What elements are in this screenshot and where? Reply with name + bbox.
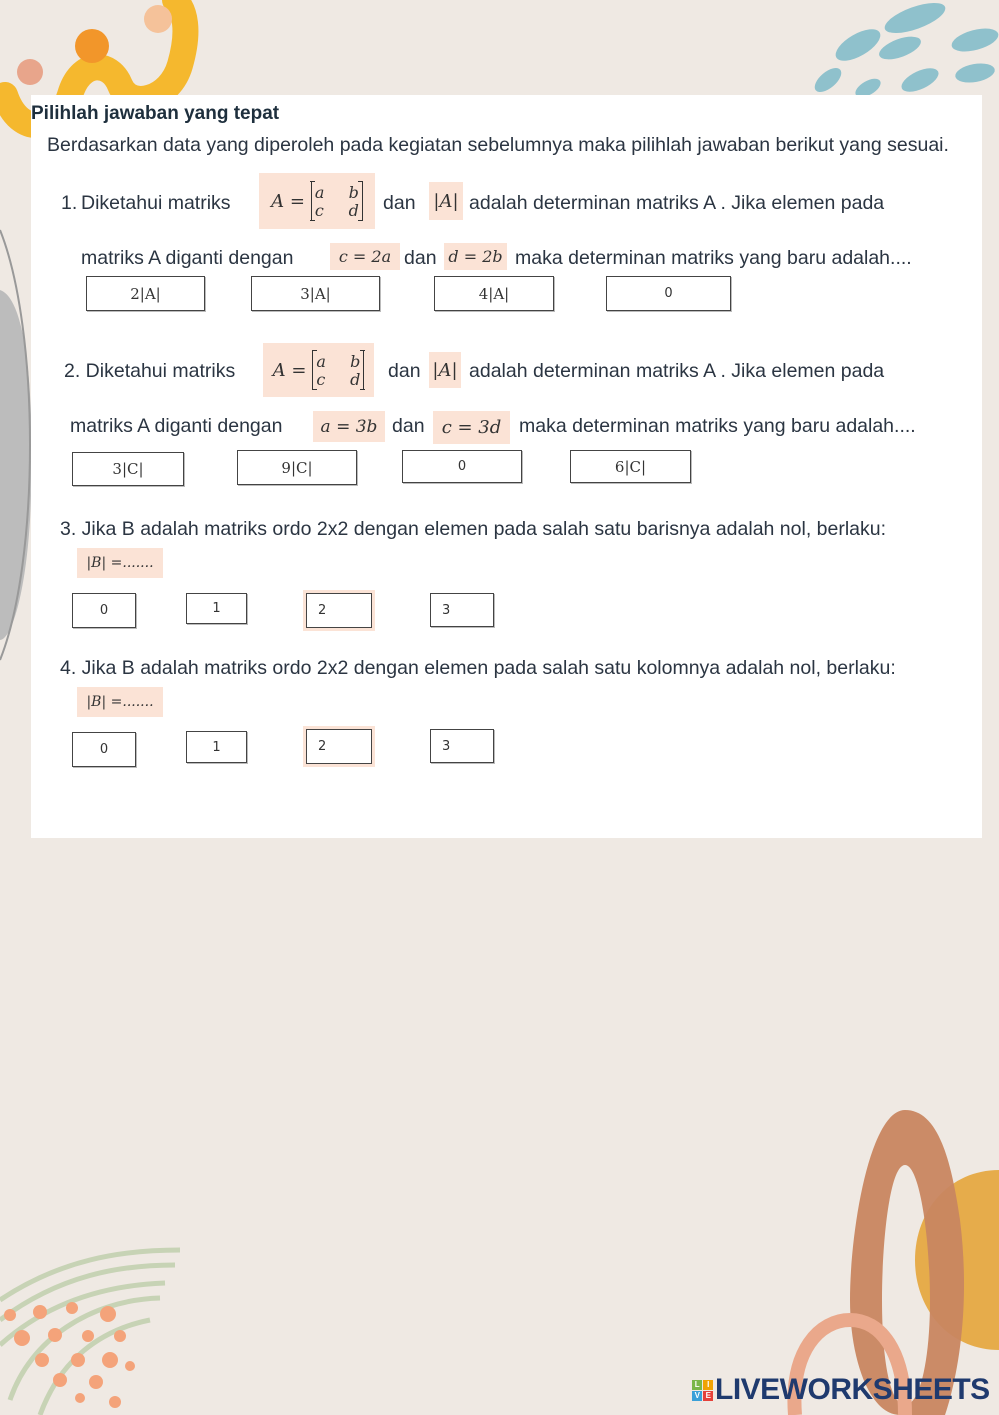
q2-matrix-b: b [350, 352, 361, 371]
q3-option-3[interactable]: 2 [306, 593, 372, 628]
instructions-text: Berdasarkan data yang diperoleh pada kegiatan sebelumnya maka pilihlah jawaban berikut yang sesuai. [47, 134, 949, 156]
q3-expression: |B| =....... [77, 548, 163, 578]
q1-option-4[interactable]: 0 [606, 276, 731, 311]
q1-matrix [311, 181, 363, 221]
q1-line1-start: Diketahui matriks [81, 192, 231, 214]
logo-mark-icon: L I V E [692, 1380, 713, 1401]
q1-matrix-c: c [314, 201, 324, 220]
q2-line2-end: maka determinan matriks yang baru adalah.... [519, 415, 916, 437]
q4-option-3[interactable]: 2 [306, 729, 372, 764]
q1-matrix-b: b [348, 183, 359, 202]
q1-matrix-expression [259, 173, 375, 229]
q3-option-2[interactable]: 1 [186, 593, 247, 624]
q1-matrix-d: d [348, 201, 359, 220]
q2-option-1[interactable]: 3|C| [72, 452, 184, 486]
q2-option-2[interactable]: 9|C| [237, 450, 357, 485]
q3-option-4[interactable]: 3 [430, 593, 494, 627]
q1-dan-1: dan [383, 192, 416, 214]
q2-determinant: |A| [429, 352, 461, 388]
q4-expression: |B| =....... [77, 687, 163, 717]
q1-matrix-a: a [314, 183, 325, 202]
q3-text: 3. Jika B adalah matriks ordo 2x2 dengan elemen pada salah satu barisnya adalah nol, berlaku: [60, 518, 887, 540]
q1-line2-end: maka determinan matriks yang baru adalah.... [515, 247, 912, 269]
q1-matrix-lhs: A = [271, 190, 305, 212]
q2-matrix-expression [263, 343, 374, 397]
q1-line1-end: adalah determinan matriks A . Jika elemen pada [469, 192, 885, 214]
q2-line2-start: matriks A diganti dengan [70, 415, 283, 437]
q4-option-2[interactable]: 1 [186, 731, 247, 763]
q1-dan-2: dan [404, 247, 437, 269]
logo-text: LIVEWORKSHEETS [715, 1373, 990, 1406]
q1-substitution-1: c = 2a [330, 243, 400, 270]
q2-matrix [312, 350, 364, 390]
q1-option-1[interactable]: 2|A| [86, 276, 205, 311]
q2-matrix-lhs: A = [272, 359, 307, 381]
q2-matrix-c: c [316, 370, 326, 389]
q4-text: 4. Jika B adalah matriks ordo 2x2 dengan elemen pada salah satu kolomnya adalah nol, berlaku: [60, 657, 896, 679]
q4-option-1[interactable]: 0 [72, 732, 136, 767]
q2-option-4[interactable]: 6|C| [570, 450, 691, 483]
q1-substitution-2: d = 2b [444, 243, 507, 270]
q2-substitution-2: c = 3d [433, 411, 510, 444]
q1-determinant: |A| [429, 182, 463, 220]
q2-substitution-1: a = 3b [313, 411, 385, 442]
q1-option-3[interactable]: 4|A| [434, 276, 554, 311]
q2-option-3[interactable]: 0 [402, 450, 522, 483]
q1-number: 1. [61, 192, 78, 214]
q2-matrix-d: d [350, 370, 361, 389]
q2-matrix-a: a [316, 352, 326, 371]
q2-line1-end: adalah determinan matriks A . Jika elemen pada [469, 360, 885, 382]
q3-option-1[interactable]: 0 [72, 593, 136, 628]
q1-option-2[interactable]: 3|A| [251, 276, 380, 311]
q2-dan-1: dan [388, 360, 421, 382]
page-title: Pilihlah jawaban yang tepat [31, 103, 280, 124]
q4-option-4[interactable]: 3 [430, 729, 494, 763]
q2-line1-start: 2. Diketahui matriks [64, 360, 236, 382]
q2-dan-2: dan [392, 415, 425, 437]
liveworksheets-logo [692, 1372, 990, 1408]
q1-line2-start: matriks A diganti dengan [81, 247, 294, 269]
